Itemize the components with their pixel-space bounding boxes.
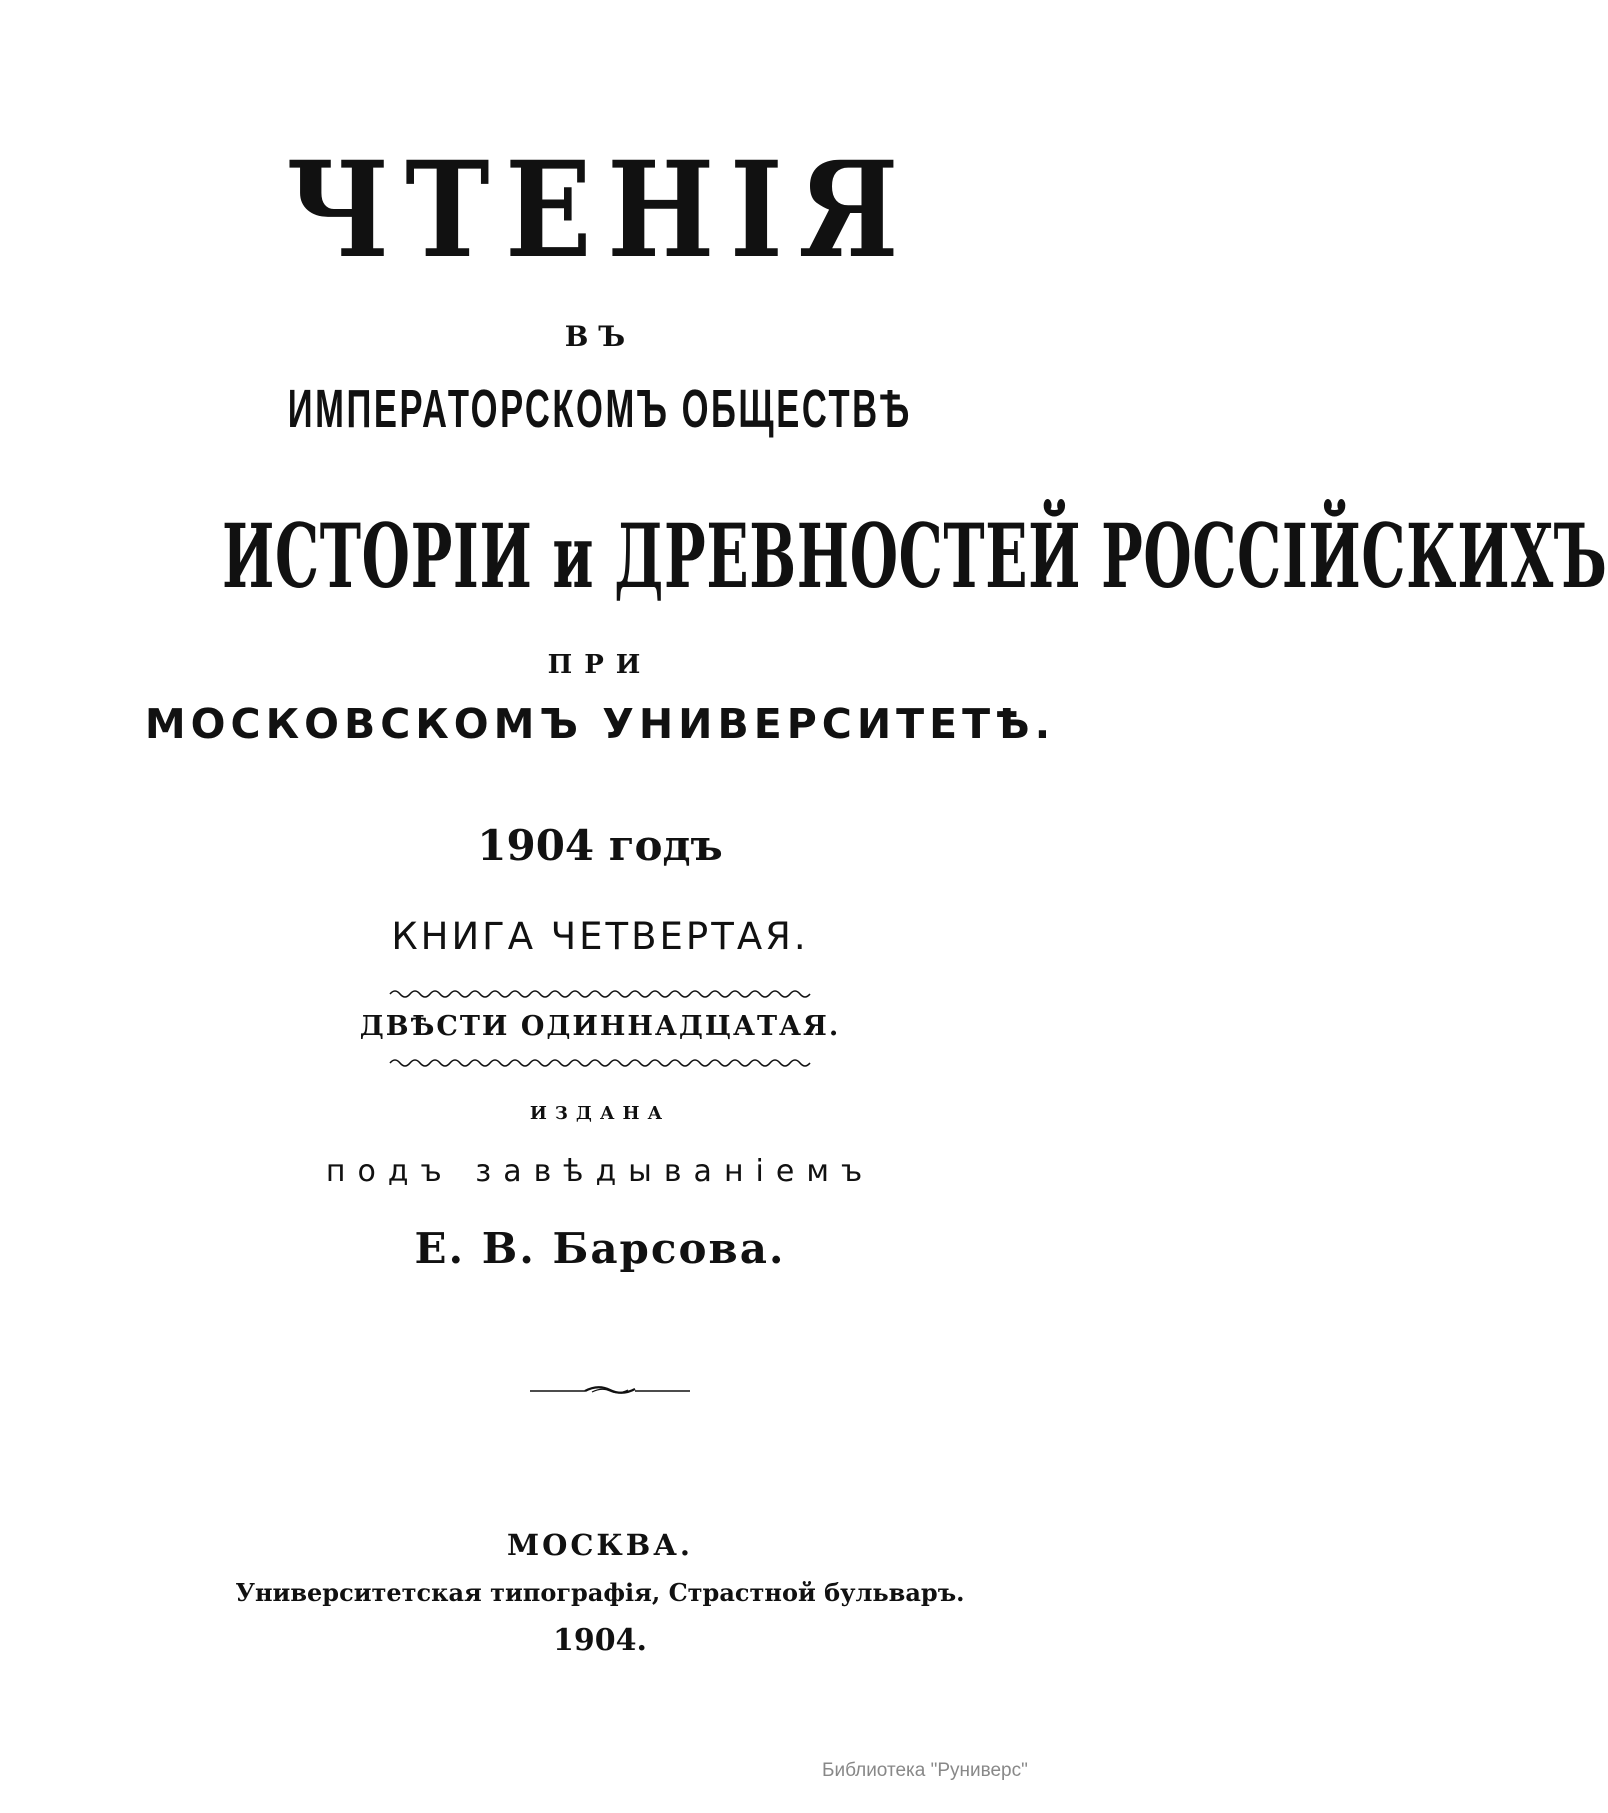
book-line: КНИГА ЧЕТВЕРТАЯ. (391, 915, 809, 958)
society-line: ИМПЕРАТОРСКОМЪ ОБЩЕСТВѢ (287, 379, 913, 439)
year-line: 1904 годъ (477, 821, 723, 870)
pri-word: ПРИ (547, 650, 653, 680)
editor-name: Е. В. Барсова. (414, 1224, 786, 1273)
history-line: ИСТОРІИ и ДРЕВНОСТЕЙ РОССІЙСКИХЪ (222, 504, 1608, 608)
volume-line: ДВѢСТИ ОДИННАДЦАТАЯ. (359, 1011, 841, 1042)
izdana-word: ИЗДАНА (529, 1103, 671, 1124)
imprint-press: Университетская типографія, Страстной бульваръ. (235, 1578, 965, 1607)
wavy-rule-top (390, 988, 810, 1000)
journal-title: ЧТЕНІЯ (285, 133, 914, 288)
imprint-city: МОСКВА. (506, 1528, 694, 1562)
imprint-year: 1904. (553, 1623, 647, 1658)
preposition: ВЪ (564, 320, 636, 353)
university-line: МОСКОВСКОМЪ УНИВЕРСИТЕТѢ. (144, 700, 1056, 748)
under-editorship: подъ завѣдываніемъ (325, 1154, 875, 1189)
wavy-rule-bottom (390, 1057, 810, 1069)
library-watermark: Библиотека "Руниверс" (822, 1760, 1028, 1781)
ornament-divider (530, 1383, 690, 1397)
